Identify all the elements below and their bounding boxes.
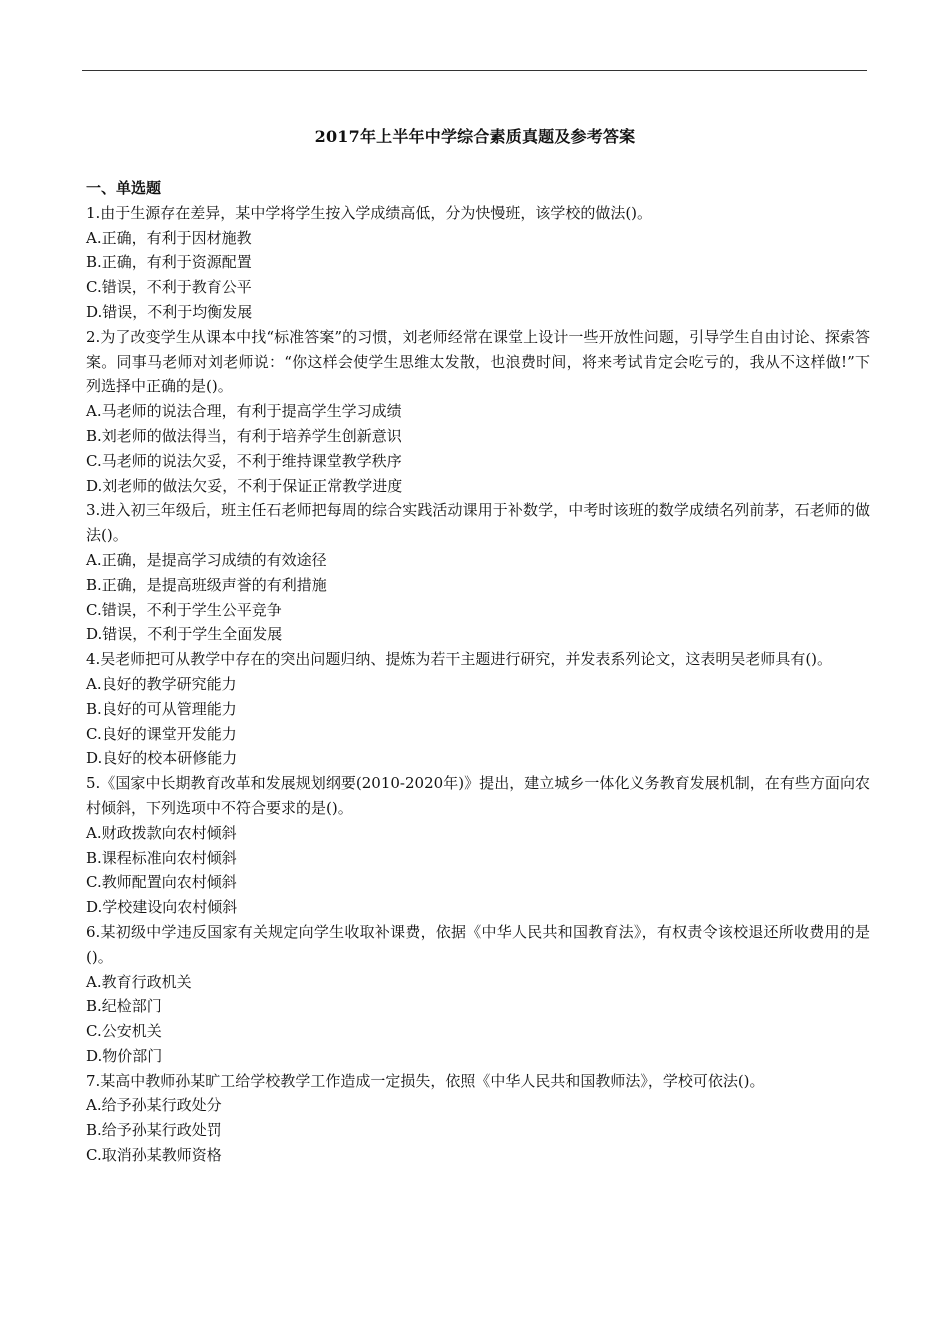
option-d: D.良好的校本研修能力 xyxy=(86,749,238,768)
question-stem: 2.为了改变学生从课本中找“标准答案”的习惯，刘老师经常在课堂上设计一些开放性问题，引导学生自由讨论、探索答案。同事马老师对刘老师说：“你这样会使学生思维太发散，也浪费时间，将来考试肯定会吃亏的，我从不这样做!”下列选择中正确的是()。 xyxy=(86,327,870,396)
option-c: C.错误，不利于学生公平竞争 xyxy=(86,600,282,619)
question-7 xyxy=(86,1069,870,1168)
option-a: A.财政拨款向农村倾斜 xyxy=(86,823,237,842)
option-a: A.良好的教学研究能力 xyxy=(86,674,237,693)
header-rule xyxy=(82,70,867,71)
document-body xyxy=(86,176,870,1168)
option-d: D.错误，不利于学生全面发展 xyxy=(86,625,283,644)
option-c: C.马老师的说法欠妥，不利于维持课堂教学秩序 xyxy=(86,451,402,470)
option-d: D.错误，不利于均衡发展 xyxy=(86,302,253,321)
question-2 xyxy=(86,325,870,499)
option-a: A.教育行政机关 xyxy=(86,972,192,991)
option-b: B.给予孙某行政处罚 xyxy=(86,1121,222,1140)
option-a: A.给予孙某行政处分 xyxy=(86,1096,222,1115)
option-b: B.正确，是提高班级声誉的有利措施 xyxy=(86,575,327,594)
option-d: D.物价部门 xyxy=(86,1046,163,1065)
option-a: A.正确，有利于因材施教 xyxy=(86,228,252,247)
question-1 xyxy=(86,201,870,325)
option-b: B.纪检部门 xyxy=(86,997,162,1016)
document-title: 2017年上半年中学综合素质真题及参考答案 xyxy=(314,127,636,146)
question-stem: 3.进入初三年级后，班主任石老师把每周的综合实践活动课用于补数学，中考时该班的数学成绩名列前茅，石老师的做法()。 xyxy=(86,501,870,545)
option-b: B.良好的可从管理能力 xyxy=(86,699,237,718)
option-c: C.错误，不利于教育公平 xyxy=(86,278,252,297)
question-stem: 4.吴老师把可从教学中存在的突出问题归纳、提炼为若干主题进行研究，并发表系列论文，这表明吴老师具有()。 xyxy=(86,650,833,669)
option-c: C.公安机关 xyxy=(86,1022,162,1041)
question-3 xyxy=(86,498,870,647)
question-6 xyxy=(86,920,870,1069)
option-b: B.课程标准向农村倾斜 xyxy=(86,848,237,867)
question-stem: 6.某初级中学违反国家有关规定向学生收取补课费，依据《中华人民共和国教育法》，有权责令该校退还所收费用的是()。 xyxy=(86,922,870,966)
option-d: D.学校建设向农村倾斜 xyxy=(86,898,238,917)
question-4 xyxy=(86,647,870,771)
question-stem: 1.由于生源存在差异，某中学将学生按入学成绩高低，分为快慢班，该学校的做法()。 xyxy=(86,203,653,222)
section-heading: 一、单选题 xyxy=(86,179,162,197)
option-b: B.刘老师的做法得当，有利于培养学生创新意识 xyxy=(86,426,402,445)
option-b: B.正确，有利于资源配置 xyxy=(86,253,252,272)
question-stem: 7.某高中教师孙某旷工给学校教学工作造成一定损失，依照《中华人民共和国教师法》，学校可依法()。 xyxy=(86,1071,765,1090)
option-c: C.良好的课堂开发能力 xyxy=(86,724,237,743)
option-d: D.刘老师的做法欠妥，不利于保证正常教学进度 xyxy=(86,476,403,495)
option-a: A.马老师的说法合理，有利于提高学生学习成绩 xyxy=(86,402,402,421)
question-stem: 5.《国家中长期教育改革和发展规划纲要(2010-2020年)》提出，建立城乡一体化义务教育发展机制，在有些方面向农村倾斜，下列选项中不符合要求的是()。 xyxy=(86,774,870,817)
option-a: A.正确，是提高学习成绩的有效途径 xyxy=(86,550,327,569)
question-5 xyxy=(86,771,870,920)
option-c: C.取消孙某教师资格 xyxy=(86,1146,222,1165)
option-c: C.教师配置向农村倾斜 xyxy=(86,873,237,892)
